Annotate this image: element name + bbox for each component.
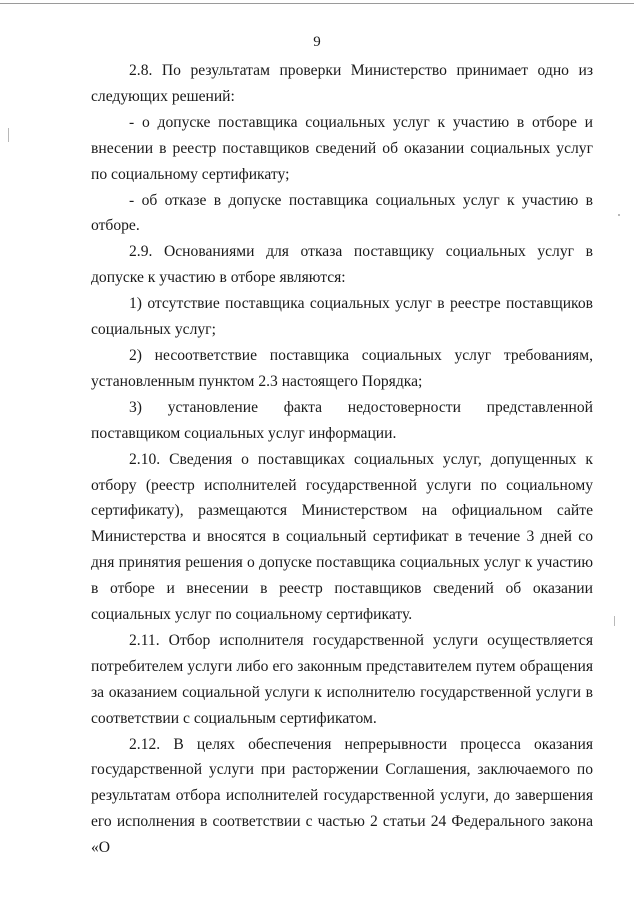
paragraph-2-9-item-2: 2) несоответствие поставщика социальных услуг требованиям, установленным пунктом 2.3 настоящего Порядка; [91, 346, 593, 390]
scan-artifact [614, 616, 615, 626]
paragraph-2-12: 2.12. В целях обеспечения непрерывности процесса оказания государственной услуги при расторжении Соглашения, заключаемого по результатам отбора исполнителей государственной услуги, до завершения его исполнения в соответствии с частью 2 статьи 24 Федерального закона «О [91, 735, 593, 857]
paragraph-2-9-item-3: 3) установление факта недостоверности представленной поставщиком социальных услуг информации. [91, 398, 593, 442]
paragraph-2-11: 2.11. Отбор исполнителя государственной услуги осуществляется потребителем услуги либо его законным представителем путем обращения за оказанием социальной услуги к исполнителю государственной услуги в соответствии с социальным сертификатом. [91, 631, 593, 727]
paragraph-2-10: 2.10. Сведения о поставщиках социальных услуг, допущенных к отбору (реестр исполнителей государственной услуги по социальному сертификату), размещаются Министерством на официальном сайте Министерства и вносятся в социальный сертификат в течение 3 дней со дня принятия решения о допуске поставщика социальных услуг к участию в отборе и внесении в реестр поставщиков сведений об оказании социальных услуг по социальному сертификату. [91, 450, 593, 624]
paragraph-2-8-option-refuse: - об отказе в допуске поставщика социальных услуг к участию в отборе. [91, 191, 593, 235]
paragraph-2-9-item-1: 1) отсутствие поставщика социальных услуг в реестре поставщиков социальных услуг; [91, 295, 593, 339]
document-body [91, 58, 593, 861]
paragraph-2-8-option-admit: - о допуске поставщика социальных услуг к участию в отборе и внесении в реестр поставщиков сведений об оказании социальных услуг по социальному сертификату; [91, 113, 593, 183]
scan-artifact [618, 214, 620, 216]
page-number: 9 [313, 34, 321, 50]
scan-artifact [8, 128, 9, 142]
paragraph-2-8: 2.8. По результатам проверки Министерство принимает одно из следующих решений: [91, 62, 593, 105]
paragraph-2-9: 2.9. Основаниями для отказа поставщику социальных услуг в допуске к участию в отборе являются: [91, 243, 593, 287]
scan-top-edge [0, 3, 634, 4]
